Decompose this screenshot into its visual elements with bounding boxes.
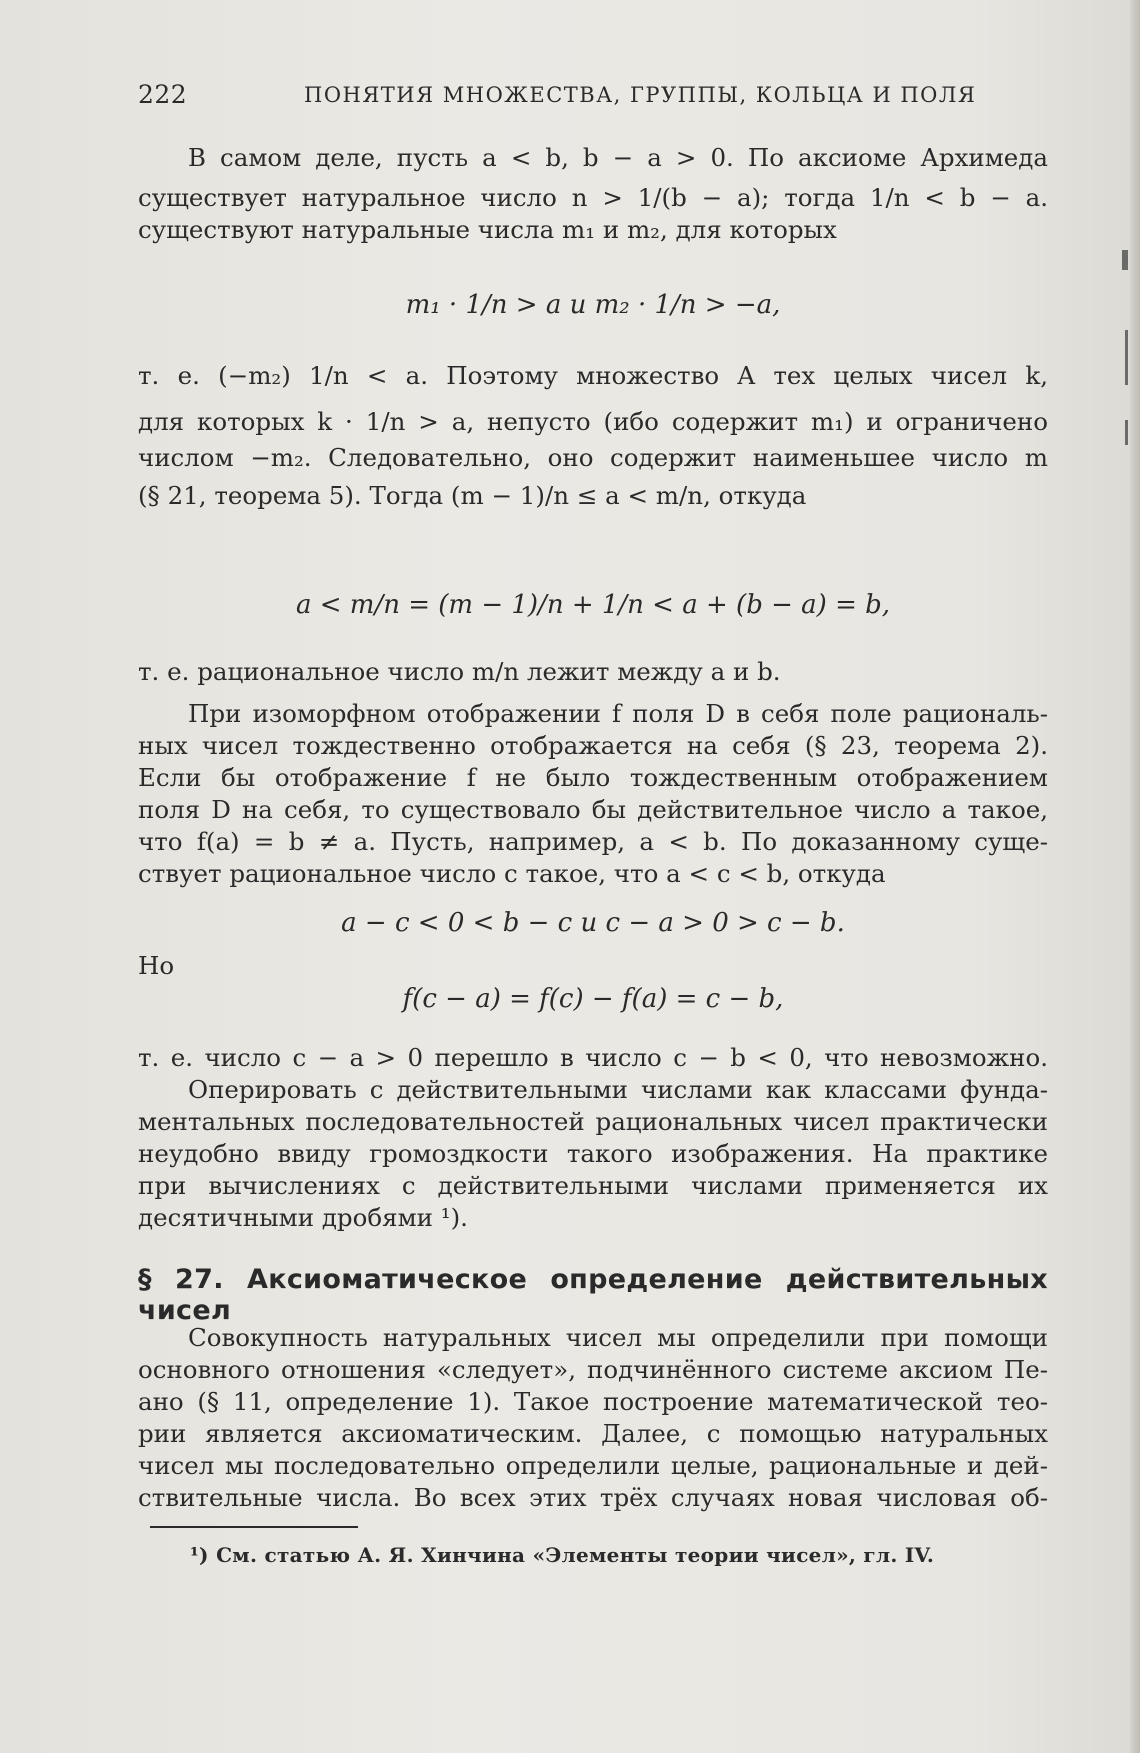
footnote-divider (150, 1526, 358, 1528)
paragraph-isomorphism (138, 698, 1048, 890)
text-line: ных чисел тождественно отображается на себя (§ 23, теорема 2). (138, 731, 1048, 760)
text-line: При изоморфном отображении f поля D в себя поле рациональ- (188, 699, 1048, 728)
page-number: 222 (138, 80, 188, 109)
text-line: т. е. (−m₂) 1/n < a. Поэтому множество A тех целых чисел k, (138, 361, 1048, 390)
text-line: Оперировать с действительными числами как классами фунда- (188, 1075, 1048, 1104)
page-header (138, 80, 1048, 116)
scan-mark (1125, 420, 1128, 445)
text-line: Но (138, 951, 175, 980)
scan-mark (1125, 330, 1128, 385)
text-line: ано (§ 11, определение 1). Такое построение математической тео- (138, 1387, 1048, 1416)
scan-mark (1122, 250, 1128, 270)
paragraph-set-a (138, 360, 1048, 512)
text-line: В самом деле, пусть a < b, b − a > 0. По аксиоме Архимеда (188, 143, 1048, 172)
formula-f-c-minus-a: f(c − a) = f(c) − f(a) = c − b, (402, 984, 784, 1014)
text-line: ментальных последовательностей рациональных чисел практически (138, 1107, 1048, 1136)
text-line: основного отношения «следует», подчинённого системе аксиом Пе- (138, 1355, 1048, 1384)
text-line: что f(a) = b ≠ a. Пусть, например, a < b. По доказанному суще- (138, 827, 1048, 856)
formula-a-less-b: a < m/n = (m − 1)/n + 1/n < a + (b − a) = b, (295, 590, 891, 620)
text-line: существует натуральное число n > 1/(b − a); тогда 1/n < b − a. (138, 183, 1048, 212)
word-no (138, 950, 1048, 982)
text-line: числом −m₂. Следовательно, оно содержит наименьшее число m (138, 443, 1048, 472)
formula-m1-m2: m₁ · 1/n > a и m₂ · 1/n > −a, (405, 290, 781, 320)
paragraph-decimal (138, 1042, 1048, 1234)
text-line: ствительные числа. Во всех этих трёх случаях новая числовая об- (138, 1483, 1048, 1512)
text-line: т. е. число c − a > 0 перешло в число c − b < 0, что невозможно. (138, 1043, 1048, 1072)
text-line: ствует рациональное число c такое, что a < c < b, откуда (138, 859, 886, 888)
section-title: § 27. Аксиоматическое определение действительных чисел (138, 1264, 1048, 1326)
text-line: чисел мы последовательно определили целые, рациональные и дей- (138, 1451, 1048, 1480)
formula-inequalities: a − c < 0 < b − c и c − a > 0 > c − b. (341, 908, 845, 938)
text-line: десятичными дробями ¹). (138, 1203, 468, 1232)
paragraph-axiomatic (138, 1322, 1048, 1514)
text-line: неудобно ввиду громоздкости такого изображения. На практике (138, 1139, 1048, 1168)
text-line: поля D на себя, то существовало бы действительное число a такое, (138, 795, 1048, 824)
text-line: Совокупность натуральных чисел мы определили при помощи (188, 1323, 1048, 1352)
text-line: (§ 21, теорема 5). Тогда (m − 1)/n ≤ a < m/n, откуда (138, 481, 807, 510)
text-line: при вычислениях с действительными числами применяется их (138, 1171, 1048, 1200)
text-line: рии является аксиоматическим. Далее, с помощью натуральных (138, 1419, 1048, 1448)
text-line: для которых k · 1/n > a, непусто (ибо содержит m₁) и ограничено (138, 407, 1048, 436)
footnote: ¹) См. статью А. Я. Хинчина «Элементы теории чисел», гл. IV. (190, 1543, 935, 1567)
text-line: т. е. рациональное число m/n лежит между a и b. (138, 657, 781, 686)
text-line: существуют натуральные числа m₁ и m₂, для которых (138, 215, 837, 244)
paragraph-rational-between (138, 656, 1048, 688)
running-title: ПОНЯТИЯ МНОЖЕСТВА, ГРУППЫ, КОЛЬЦА И ПОЛЯ (304, 83, 977, 107)
page-spine-edge (1130, 0, 1140, 1753)
text-line: Если бы отображение f не было тождественным отображением (138, 763, 1048, 792)
paragraph-archimedes (138, 142, 1048, 246)
